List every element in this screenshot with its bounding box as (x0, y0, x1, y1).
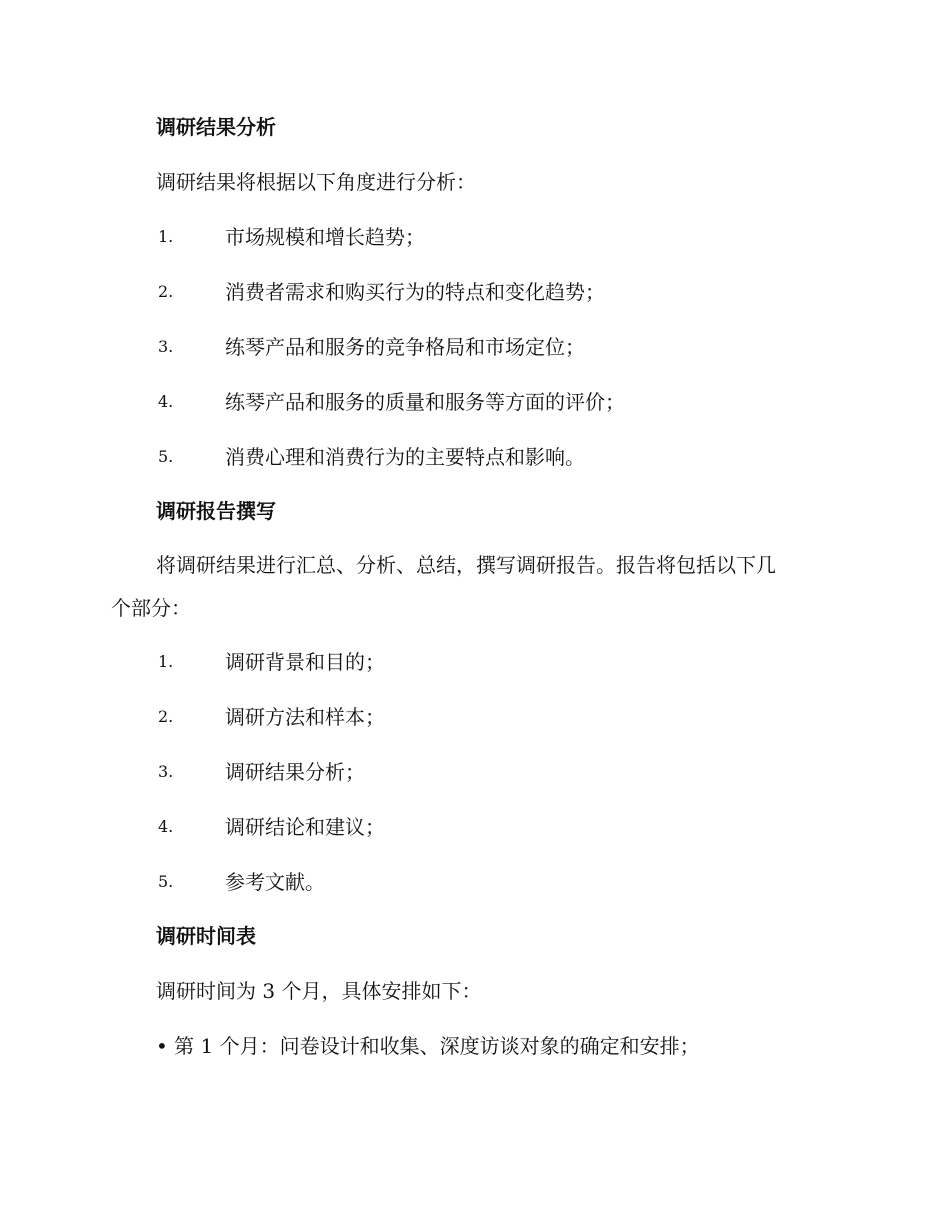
list-item-number: 2. (158, 282, 174, 301)
list-item-number: 4. (158, 392, 174, 411)
list-item-text: 市场规模和增长趋势； (225, 225, 425, 249)
list-item-number: 5. (158, 447, 174, 466)
list-item-text: 参考文献。 (225, 870, 325, 894)
report-intro-line2: 个部分： (111, 596, 191, 620)
list-item-number: 3. (158, 762, 174, 781)
schedule-bullet-item: • 第 1 个月：问卷设计和收集、深度访谈对象的确定和安排； (156, 1034, 700, 1058)
list-item-text: 调研结论和建议； (225, 815, 385, 839)
list-item-number: 2. (158, 707, 174, 726)
list-item-text: 消费者需求和购买行为的特点和变化趋势； (225, 280, 605, 304)
list-item-text: 调研方法和样本； (225, 705, 385, 729)
list-item-text: 调研结果分析； (225, 760, 365, 784)
list-item-text: 消费心理和消费行为的主要特点和影响。 (225, 445, 585, 469)
report-intro-line1: 将调研结果进行汇总、分析、总结，撰写调研报告。报告将包括以下几 (156, 553, 776, 577)
analysis-intro: 调研结果将根据以下角度进行分析： (156, 170, 476, 194)
schedule-intro: 调研时间为 3 个月，具体安排如下： (156, 979, 482, 1003)
list-item-number: 3. (158, 337, 174, 356)
list-item-text: 调研背景和目的； (225, 650, 385, 674)
list-item-number: 1. (158, 652, 174, 671)
list-item-number: 1. (158, 227, 174, 246)
list-item-text: 练琴产品和服务的竞争格局和市场定位； (225, 335, 585, 359)
list-item-number: 5. (158, 872, 174, 891)
list-item-number: 4. (158, 817, 174, 836)
list-item-text: 练琴产品和服务的质量和服务等方面的评价； (225, 390, 625, 414)
section-heading-analysis: 调研结果分析 (156, 115, 276, 139)
section-heading-schedule: 调研时间表 (156, 924, 256, 948)
section-heading-report: 调研报告撰写 (156, 499, 276, 523)
